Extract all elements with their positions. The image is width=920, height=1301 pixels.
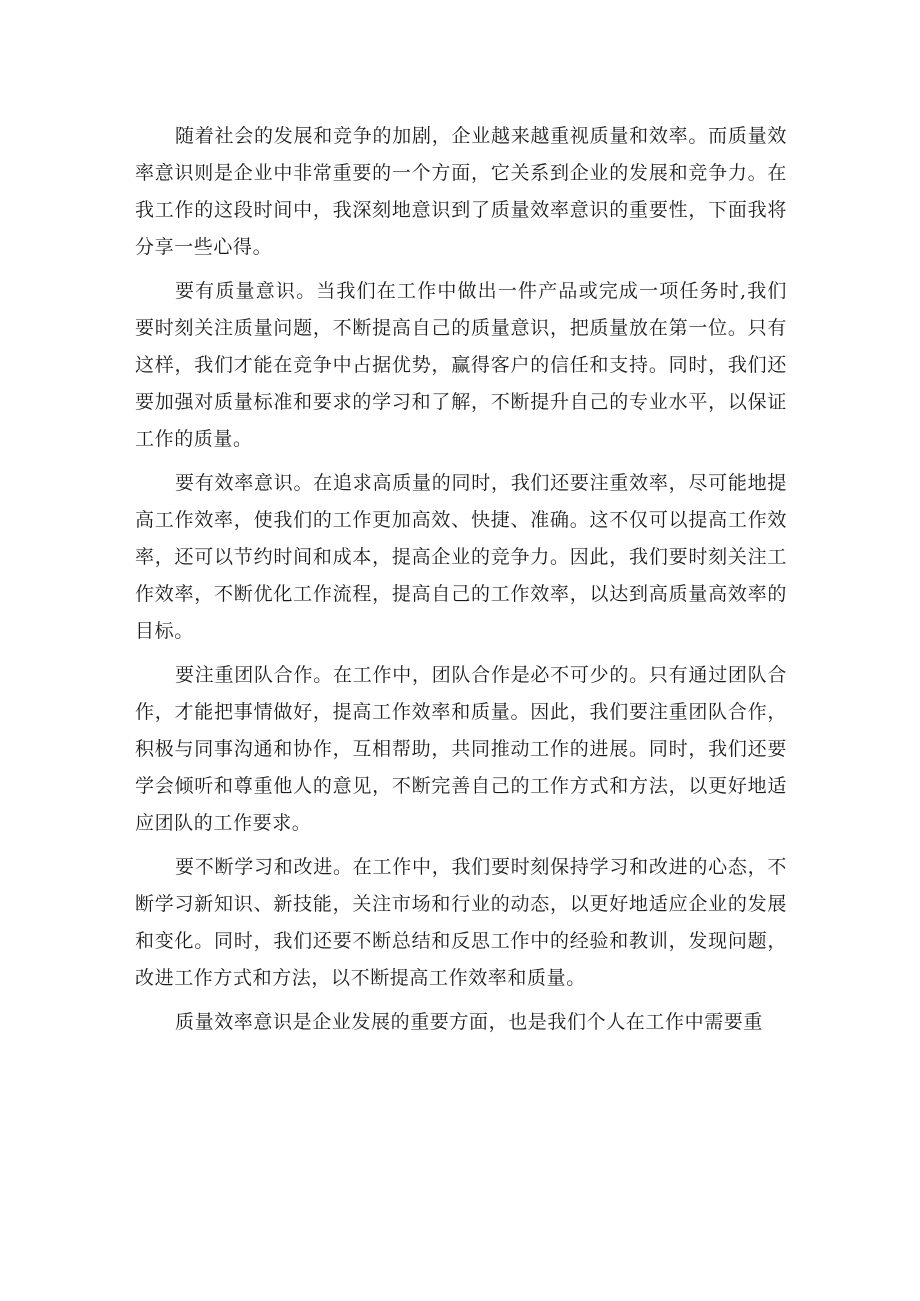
document-body [135,118,787,1048]
paragraph-learning: 要不断学习和改进。在工作中，我们要时刻保持学习和改进的心态，不断学习新知识、新技能，关注市场和行业的动态，以更好地适应企业的发展和变化。同时，我们还要不断总结和反思工作中的经验和教训，发现问题，改进工作方式和方法，以不断提高工作效率和质量。 [135,856,787,989]
paragraph-conclusion: 质量效率意识是企业发展的重要方面，也是我们个人在工作中需要重 [175,1011,764,1033]
paragraph-teamwork: 要注重团队合作。在工作中，团队合作是必不可少的。只有通过团队合作，才能把事情做好，提高工作效率和质量。因此，我们要注重团队合作，积极与同事沟通和协作，互相帮助，共同推动工作的进展。同时，我们还要学会倾听和尊重他人的意见，不断完善自己的工作方式和方法，以更好地适应团队的工作要求。 [135,664,787,834]
paragraph-intro: 随着社会的发展和竞争的加剧，企业越来越重视质量和效率。而质量效率意识则是企业中非常重要的一个方面，它关系到企业的发展和竞争力。在我工作的这段时间中，我深刻地意识到了质量效率意识的重要性，下面我将分享一些心得。 [135,125,787,258]
paragraph-efficiency-awareness: 要有效率意识。在追求高质量的同时，我们还要注重效率，尽可能地提高工作效率，使我们的工作更加高效、快捷、准确。这不仅可以提高工作效率，还可以节约时间和成本，提高企业的竞争力。因此，我们要时刻关注工作效率，不断优化工作流程，提高自己的工作效率，以达到高质量高效率的目标。 [135,472,787,642]
paragraph-quality-awareness: 要有质量意识。当我们在工作中做出一件产品或完成一项任务时,我们要时刻关注质量问题，不断提高自己的质量意识，把质量放在第一位。只有这样，我们才能在竞争中占据优势，赢得客户的信任和支持。同时，我们还要加强对质量标准和要求的学习和了解，不断提升自己的专业水平，以保证工作的质量。 [135,280,787,450]
